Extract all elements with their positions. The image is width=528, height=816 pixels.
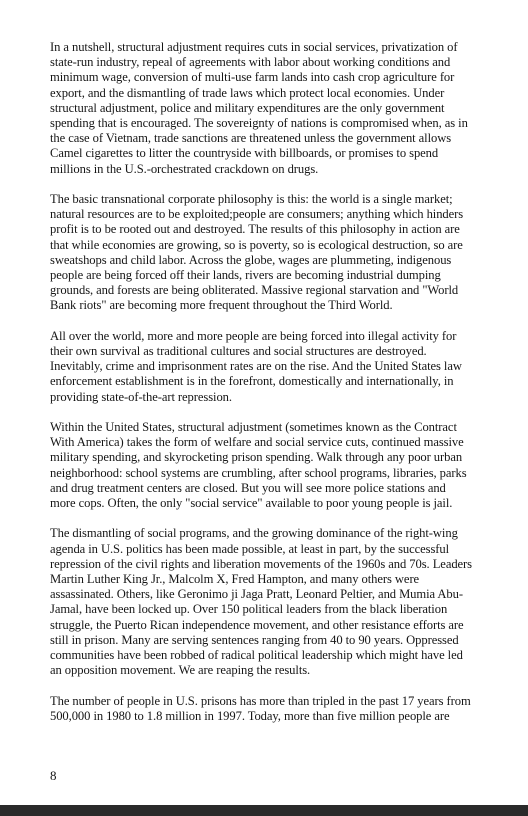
- page-number: 8: [50, 768, 57, 783]
- body-text: [50, 40, 480, 739]
- paragraph-corporate-philosophy: The basic transnational corporate philosophy is this: the world is a single market; natural resources are to be exploited;people are consumers; anything which hinders profit is to be rooted out and destroyed. The results of this philosophy in action are that while economies are growing, so is poverty, so is ecological destruction, so are sweatshops and child labor. Across the globe, wages are plummeting, indigenous people are being forced off their lands, rivers are becoming industrial dumping grounds, and forests are being obliterated. Massive regional starvation and "World Bank riots" are becoming more frequent throughout the Third World.: [50, 192, 464, 313]
- scan-edge-bar: [0, 805, 528, 816]
- paragraph-united-states: Within the United States, structural adjustment (sometimes known as the Contract With America) takes the form of welfare and social service cuts, continued massive military spending, and skyrocketing prison spending. Walk through any poor urban neighborhood: school systems are crumbling, after school programs, libraries, parks and drug treatment centers are closed. But you will see more police stations and more cops. Often, the only "social service" available to poor young people is jail.: [50, 420, 467, 511]
- paragraph-dismantling: The dismantling of social programs, and the growing dominance of the right-wing agenda in U.S. politics has been made possible, at least in part, by the successful repression of the civil rights and liberation movements of the 1960s and 70s. Leaders Martin Luther King Jr., Malcolm X, Fred Hampton, and many others were assassinated. Others, like Geronimo ji Jaga Pratt, Leonard Peltier, and Mumia Abu- Jamal, have been locked up. Over 150 political leaders from the black liberation struggle, the Puerto Rican independence movement, and other resistance efforts are still in prison. Many are serving sentences ranging from 40 to 90 years. Oppressed communities have been robbed of radical political leadership which might have led an opposition movement. We are reaping the results.: [50, 526, 472, 678]
- paragraph-illegal-activity: All over the world, more and more people are being forced into illegal activity for their own survival as traditional cultures and social structures are destroyed. Inevitably, crime and imprisonment rates are on the rise. And the United States law enforcement establishment is in the forefront, domestically and internationally, in providing state-of-the-art repression.: [50, 328, 462, 404]
- paragraph-structural-adjustment: In a nutshell, structural adjustment requires cuts in social services, privatization of state-run industry, repeal of agreements with labor about working conditions and minimum wage, conversion of multi-use farm lands into cash crop agriculture for export, and the dismantling of trade laws which protect local economies. Under structural adjustment, police and military expenditures are the only government spending that is encouraged. The sovereignty of nations is compromised when, as in the case of Vietnam, trade sanctions are threatened unless the government allows Camel cigarettes to litter the countryside with billboards, or promises to spend millions in the U.S.-orchestrated crackdown on drugs.: [50, 40, 468, 176]
- paragraph-prison-numbers: The number of people in U.S. prisons has more than tripled in the past 17 years from 500,000 in 1980 to 1.8 million in 1997. Today, more than five million people are: [50, 693, 471, 723]
